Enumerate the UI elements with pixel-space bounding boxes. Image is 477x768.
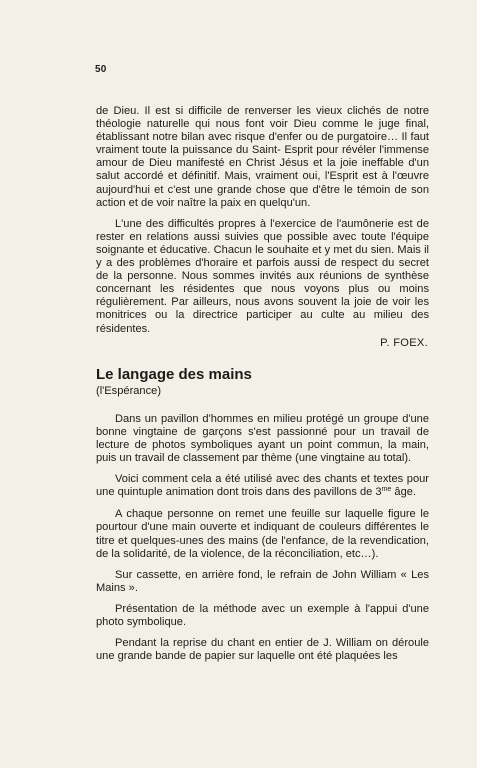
ordinal-number: 3 xyxy=(375,486,382,499)
paragraph-method: Présentation de la méthode avec un exemple à l'appui d'une photo symbolique. xyxy=(96,602,429,628)
paragraph-continuation: de Dieu. Il est si difficile de renverser les vieux clichés de notre théologie naturelle qui nous font voir Dieu comme le juge final, établissant notre bilan avec risque d'enfer ou de purgatoire… Il faut vraiment toute la puissance du Saint- Esprit pour révéler l'immense amour de Dieu manifesté en Christ Jésus et la joie ineffable d'un salut accordé et définitif. Mais, vraiment oui, l'Esprit est à l'œuvre aujourd'hui et c'est une grande chose que d'être le témoin de son action et de voir naître la paix en quelqu'un. xyxy=(96,105,429,209)
author-signature: P. FOEX. xyxy=(380,336,428,349)
page-body xyxy=(96,105,429,663)
paragraph-chaplaincy: L'une des difficultés propres à l'exercice de l'aumônerie est de rester en relations aussi suivies que possible avec toute l'équipe soignante et éducative. Chacun le souhaite et y met du sien. Mais il y a des problèmes d'horaire et parfois aussi de respect du secret de la personne. Nous sommes invités aux réunions de synthèse concernant les résidentes que nous voyons plus ou moins régulièrement. Par ailleurs, nous avons souvent la joie de voir les monitrices ou la directrice participer au culte au milieu des résidentes. xyxy=(96,217,429,335)
paragraph-animation xyxy=(96,473,429,499)
ordinal-suffix: me xyxy=(381,486,392,494)
page-number: 50 xyxy=(95,64,107,75)
ordinal-tail: âge. xyxy=(391,486,416,499)
paragraph-sheet: A chaque personne on remet une feuille sur laquelle figure le pourtour d'une main ouverte et indiquant de couleurs différentes le titre et quelques-unes des mains (de l'enfance, de la revendication, de la solidarité, de la violence, de la réconciliation, etc…). xyxy=(96,508,429,560)
paragraph-pavilion: Dans un pavillon d'hommes en milieu protégé un groupe d'une bonne vingtaine de garçons s'est passionné pour un travail de lecture de photos symboliques ayant un point commun, la main, puis un travail de classement par thème (une vingtaine au total). xyxy=(96,412,429,465)
paragraph-animation-text: Voici comment cela a été utilisé avec des chants et textes pour une quintuple animation dont trois dans des pavillons de xyxy=(96,473,429,499)
section-source: (l'Espérance) xyxy=(96,384,162,397)
paragraph-cassette: Sur cassette, en arrière fond, le refrain de John William « Les Mains ». xyxy=(96,568,429,594)
section-title: Le langage des mains xyxy=(96,365,252,383)
paragraph-song: Pendant la reprise du chant en entier de J. William on déroule une grande bande de papier sur laquelle ont été plaquées les xyxy=(96,637,429,663)
